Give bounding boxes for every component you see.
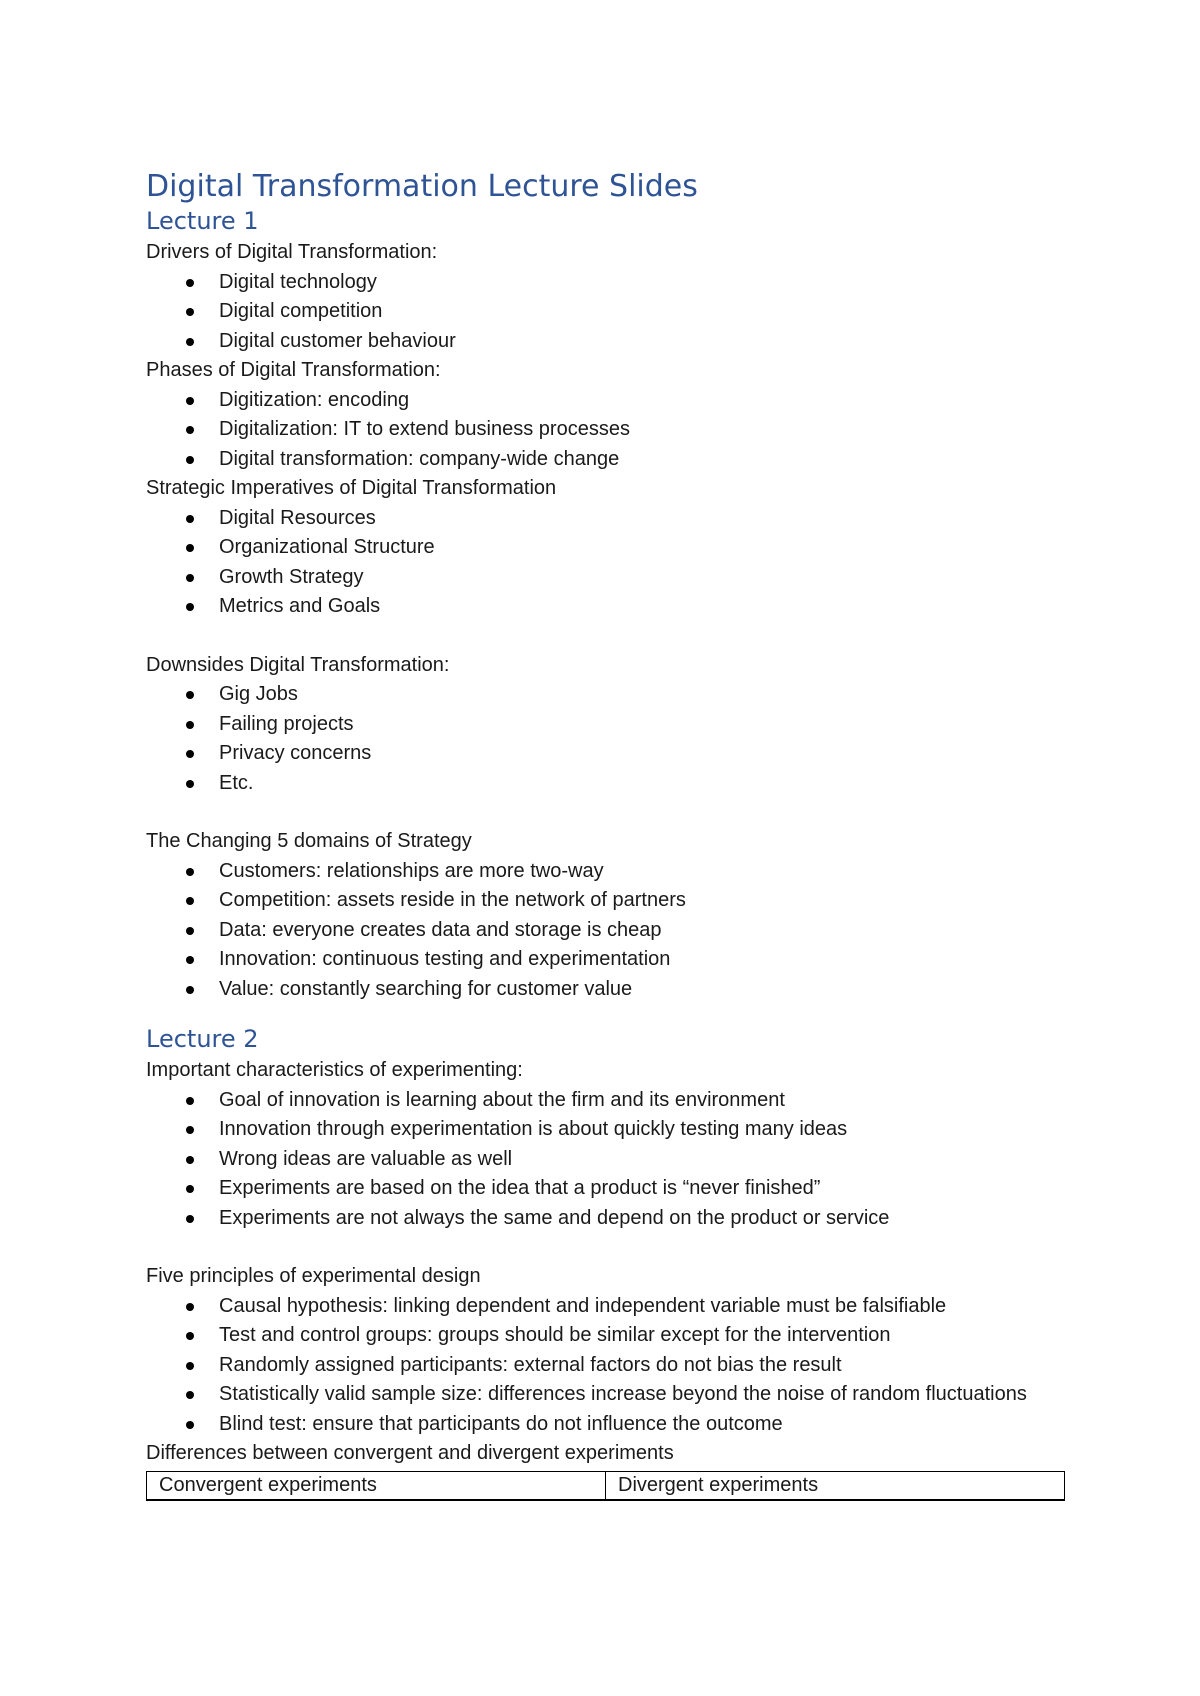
section-label-principles: Five principles of experimental design bbox=[146, 1265, 481, 1287]
list-item: Digitalization: IT to extend business processes bbox=[146, 415, 1066, 445]
list-item: Digital transformation: company-wide change bbox=[146, 445, 1066, 475]
bullet-icon bbox=[186, 308, 194, 316]
bullet-icon bbox=[186, 1303, 194, 1311]
list-item: Experiments are based on the idea that a product is “never finished” bbox=[146, 1174, 1066, 1204]
bullet-icon bbox=[186, 897, 194, 905]
bullet-icon bbox=[186, 1332, 194, 1340]
list-item: Statistically valid sample size: differences increase beyond the noise of random fluctuations bbox=[146, 1380, 1066, 1410]
document-title: Digital Transformation Lecture Slides bbox=[146, 169, 698, 204]
blank-line bbox=[146, 622, 1066, 651]
bullet-list-principles bbox=[146, 1292, 1066, 1440]
bullet-icon bbox=[186, 515, 194, 523]
bullet-icon bbox=[186, 1362, 194, 1370]
list-item: Data: everyone creates data and storage is cheap bbox=[146, 916, 1066, 946]
section-label-imperatives: Strategic Imperatives of Digital Transformation bbox=[146, 477, 557, 499]
bullet-icon bbox=[186, 927, 194, 935]
list-item: Failing projects bbox=[146, 710, 1066, 740]
bullet-list-imperatives bbox=[146, 504, 1066, 622]
bullet-icon bbox=[186, 868, 194, 876]
list-item: Experiments are not always the same and depend on the product or service bbox=[146, 1204, 1066, 1234]
bullet-icon bbox=[186, 426, 194, 434]
list-item: Gig Jobs bbox=[146, 680, 1066, 710]
bullet-icon bbox=[186, 721, 194, 729]
bullet-icon bbox=[186, 574, 194, 582]
bullet-icon bbox=[186, 956, 194, 964]
table-caption: Differences between convergent and divergent experiments bbox=[146, 1442, 674, 1464]
blank-line bbox=[146, 1233, 1066, 1262]
section-label-phases: Phases of Digital Transformation: bbox=[146, 359, 441, 381]
bullet-list-domains bbox=[146, 857, 1066, 1005]
list-item: Etc. bbox=[146, 769, 1066, 799]
bullet-list-characteristics bbox=[146, 1086, 1066, 1234]
list-item: Causal hypothesis: linking dependent and independent variable must be falsifiable bbox=[146, 1292, 1066, 1322]
list-item: Goal of innovation is learning about the firm and its environment bbox=[146, 1086, 1066, 1116]
document-page bbox=[146, 168, 1066, 1501]
bullet-icon bbox=[186, 1185, 194, 1193]
bullet-icon bbox=[186, 691, 194, 699]
bullet-icon bbox=[186, 1421, 194, 1429]
section-label-domains: The Changing 5 domains of Strategy bbox=[146, 830, 472, 852]
list-item: Innovation: continuous testing and experimentation bbox=[146, 945, 1066, 975]
bullet-icon bbox=[186, 750, 194, 758]
bullet-icon bbox=[186, 603, 194, 611]
lecture-1-heading: Lecture 1 bbox=[146, 207, 259, 235]
list-item: Privacy concerns bbox=[146, 739, 1066, 769]
list-item: Digital Resources bbox=[146, 504, 1066, 534]
bullet-list-phases bbox=[146, 386, 1066, 475]
list-item: Test and control groups: groups should be similar except for the intervention bbox=[146, 1321, 1066, 1351]
bullet-icon bbox=[186, 1156, 194, 1164]
section-label-drivers: Drivers of Digital Transformation: bbox=[146, 241, 438, 263]
table-header-row bbox=[147, 1471, 1065, 1500]
blank-line bbox=[146, 1004, 1066, 1024]
list-item: Customers: relationships are more two-way bbox=[146, 857, 1066, 887]
bullet-list-drivers bbox=[146, 268, 1066, 357]
list-item: Randomly assigned participants: external factors do not bias the result bbox=[146, 1351, 1066, 1381]
section-label-downsides: Downsides Digital Transformation: bbox=[146, 653, 450, 676]
blank-line bbox=[146, 798, 1066, 827]
bullet-icon bbox=[186, 338, 194, 346]
list-item: Innovation through experimentation is about quickly testing many ideas bbox=[146, 1115, 1066, 1145]
table-header-divergent: Divergent experiments bbox=[606, 1471, 1065, 1500]
comparison-table bbox=[146, 1471, 1065, 1501]
bullet-icon bbox=[186, 544, 194, 552]
bullet-icon bbox=[186, 456, 194, 464]
bullet-icon bbox=[186, 1126, 194, 1134]
list-item: Digital customer behaviour bbox=[146, 327, 1066, 357]
list-item: Organizational Structure bbox=[146, 533, 1066, 563]
bullet-icon bbox=[186, 780, 194, 788]
list-item: Metrics and Goals bbox=[146, 592, 1066, 622]
list-item: Digital competition bbox=[146, 297, 1066, 327]
list-item: Value: constantly searching for customer value bbox=[146, 975, 1066, 1005]
list-item: Blind test: ensure that participants do not influence the outcome bbox=[146, 1410, 1066, 1440]
list-item: Digitization: encoding bbox=[146, 386, 1066, 416]
list-item: Wrong ideas are valuable as well bbox=[146, 1145, 1066, 1175]
section-label-characteristics: Important characteristics of experimenting: bbox=[146, 1059, 523, 1081]
bullet-list-downsides bbox=[146, 680, 1066, 798]
table-header-convergent: Convergent experiments bbox=[147, 1471, 606, 1500]
bullet-icon bbox=[186, 986, 194, 994]
bullet-icon bbox=[186, 1391, 194, 1399]
bullet-icon bbox=[186, 279, 194, 287]
bullet-icon bbox=[186, 1097, 194, 1105]
bullet-icon bbox=[186, 1215, 194, 1223]
list-item: Digital technology bbox=[146, 268, 1066, 298]
list-item: Growth Strategy bbox=[146, 563, 1066, 593]
list-item: Competition: assets reside in the network of partners bbox=[146, 886, 1066, 916]
bullet-icon bbox=[186, 397, 194, 405]
lecture-2-heading: Lecture 2 bbox=[146, 1025, 259, 1053]
